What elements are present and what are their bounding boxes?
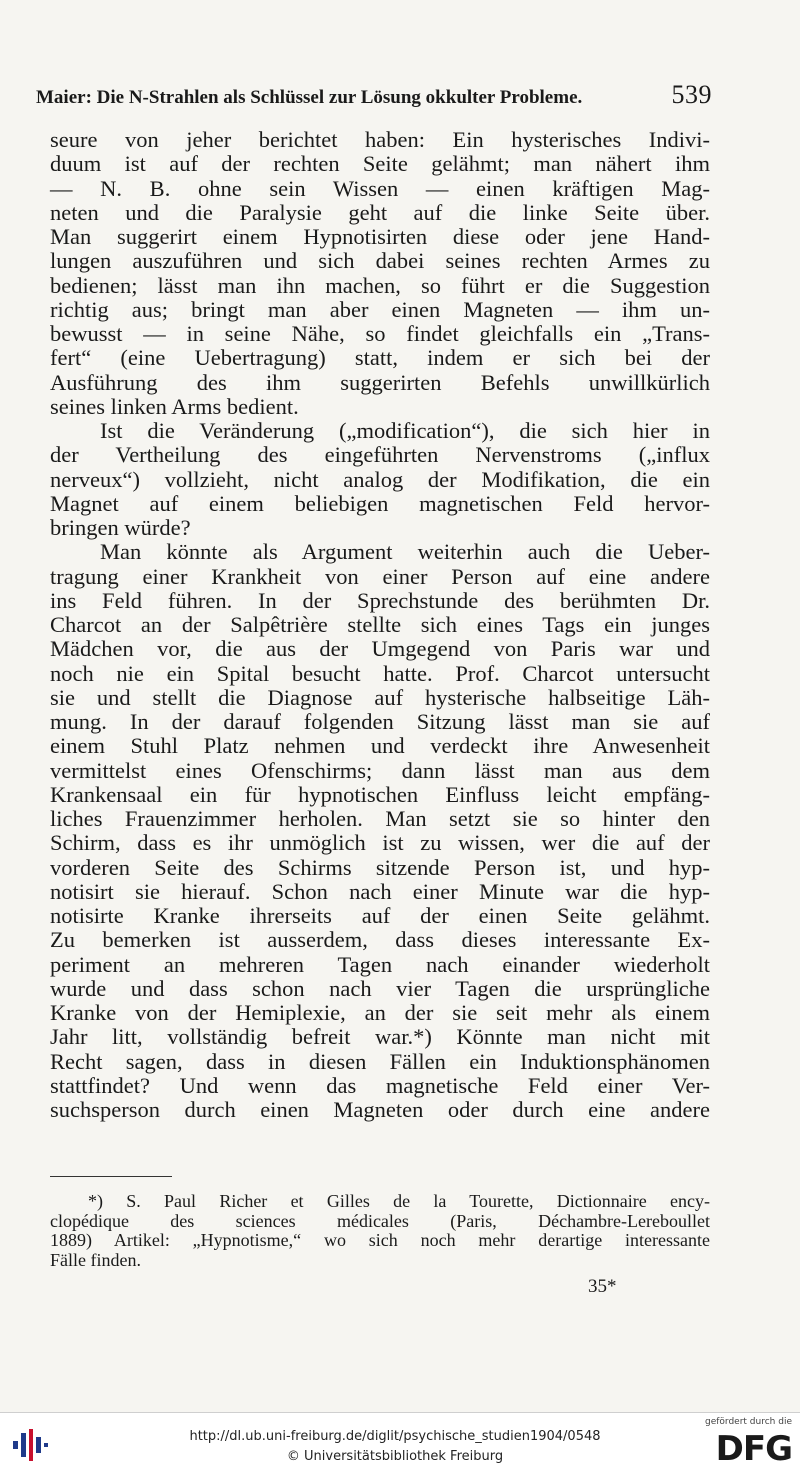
text-line: Jahr litt, vollständig befreit war.*) Könnte man nicht mit [50,1024,710,1050]
text-line: vorderen Seite des Schirms sitzende Person ist, und hyp- [50,854,710,880]
copyright-text: © Universitätsbibliothek Freiburg [286,1449,504,1464]
text-line: noch nie ein Spital besucht hatte. Prof. Charcot untersucht [50,660,710,686]
text-line: bedienen; lässt man ihn machen, so führt er die Suggestion [50,272,710,298]
text-line: Mädchen vor, die aus der Umgegend von Paris war und [50,636,710,662]
text-line: fert“ (eine Uebertragung) statt, indem er sich bei der [50,345,710,371]
text-line: Recht sagen, dass in diesen Fällen ein Induktionsphänomen [50,1048,710,1074]
text-line: neten und die Paralysie geht auf die linke Seite über. [50,199,710,225]
text-line: wurde und dass schon nach vier Tagen die ursprüngliche [50,975,710,1001]
text-line: vermittelst eines Ofenschirms; dann lässt man aus dem [50,757,710,783]
text-line: Magnet auf einem beliebigen magnetischen Feld hervor- [50,490,710,516]
footnote-separator [50,1176,172,1177]
footnote-line: Fälle finden. [50,1249,141,1270]
text-line: seines linken Arms bedient. [50,393,299,419]
text-line: liches Frauenzimmer herholen. Man setzt sie so hinter den [50,806,710,831]
text-line: einem Stuhl Platz nehmen und verdeckt ihre Anwesenheit [50,733,710,759]
text-line: notisirte Kranke ihrerseits auf der einen Seite gelähmt. [50,903,710,928]
text-line: notisirt sie hierauf. Schon nach einer Minute war die hyp- [50,878,710,904]
text-line: Charcot an der Salpêtrière stellte sich eines Tags ein junges [50,612,710,637]
text-line: der Vertheilung des eingeführten Nervenstroms („influx [50,442,710,468]
text-line: richtig aus; bringt man aber einen Magneten — ihm un- [50,296,710,322]
text-line: stattfindet? Und wenn das magnetische Feld einer Ver- [50,1072,710,1098]
text-line: nerveux“) vollzieht, nicht analog der Modifikation, die ein [50,466,710,492]
text-line: Ausführung des ihm suggerirten Befehls unwillkürlich [50,369,710,395]
text-line: bringen würde? [50,515,191,540]
running-header [36,80,712,110]
text-line: duum ist auf der rechten Seite gelähmt; man nähert ihm [50,151,710,177]
text-line: ins Feld führen. In der Sprechstunde des berühmten Dr. [50,587,710,613]
viewer-footer [0,1412,800,1473]
text-line: periment an mehreren Tagen nach einander wiederholt [50,951,710,977]
running-title: Maier: Die N-Strahlen als Schlüssel zur Lösung okkulter Probleme. [36,87,583,108]
text-line: mung. In der darauf folgenden Sitzung lässt man sie auf [50,709,710,734]
text-line: lungen auszuführen und sich dabei seines rechten Armes zu [50,248,710,274]
text-line: sie und stellt die Diagnose auf hysterische halbseitige Läh- [50,684,710,710]
footnote-line: 1889) Artikel: „Hypnotisme,“ wo sich noch mehr derartige interessante [50,1230,710,1250]
text-line: — N. B. ohne sein Wissen — einen kräftigen Mag- [50,175,710,201]
text-line: seure von jeher berichtet haben: Ein hysterisches Indivi- [50,127,710,152]
text-line: suchsperson durch einen Magneten oder durch eine andere [50,1097,710,1122]
dfg-logo-icon: DFG [715,1429,792,1469]
funding-note: gefördert durch die [705,1417,792,1427]
footnote-line: *) S. Paul Richer et Gilles de la Tourette, Dictionnaire ency- [88,1191,710,1211]
text-line: Man suggerirt einem Hypnotisirten diese oder jene Hand- [50,224,710,249]
text-line: Schirm, dass es ihr unmöglich ist zu wissen, wer die auf der [50,830,710,856]
signature-mark: 35* [588,1276,617,1297]
text-line: Ist die Veränderung („modification“), die sich hier in [100,418,710,443]
text-line: Krankensaal ein für hypnotischen Einfluss leicht empfäng- [50,781,710,807]
page-number: 539 [671,80,712,109]
text-line: tragung einer Krankheit von einer Person auf eine andere [50,563,710,589]
text-line: bewusst — in seine Nähe, so findet gleichfalls ein „Trans- [50,321,710,346]
footnote-line: clopédique des sciences médicales (Paris, Déchambre-Lereboullet [50,1210,710,1231]
text-line: Kranke von der Hemiplexie, an der sie seit mehr als einem [50,1000,710,1025]
footnote [50,1192,710,1270]
document-url-link[interactable]: http://dl.ub.uni-freiburg.de/diglit/psychische_studien1904/0548 [189,1429,601,1444]
body-text [50,128,710,1122]
text-line: Zu bemerken ist ausserdem, dass dieses interessante Ex- [50,927,710,953]
text-line: Man könnte als Argument weiterhin auch die Ueber- [100,539,710,565]
